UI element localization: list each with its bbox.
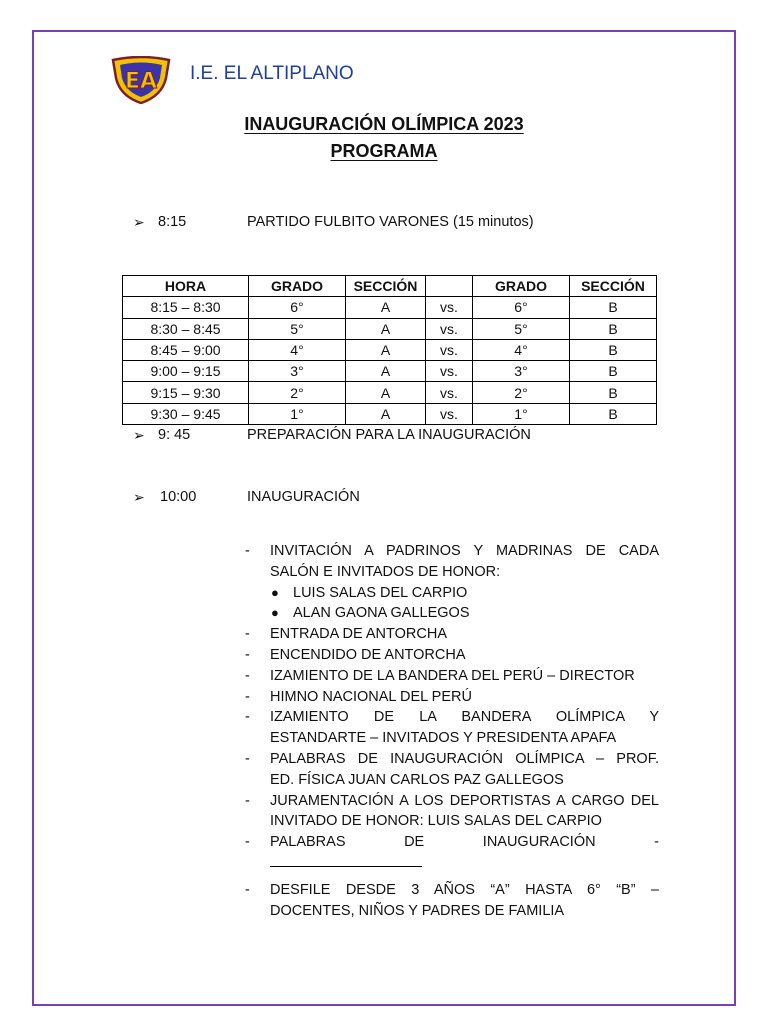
table-cell: 9:30 – 9:45	[123, 403, 249, 424]
table-cell: 8:45 – 9:00	[123, 339, 249, 360]
list-item	[245, 666, 659, 687]
school-name: I.E. EL ALTIPLANO	[190, 63, 354, 84]
table-cell: B	[570, 318, 657, 339]
list-item-text: INVITACIÓN A PADRINOS Y MADRINAS DE CADA	[270, 543, 659, 559]
table-cell: 6°	[249, 297, 346, 318]
table-cell: 3°	[473, 361, 570, 382]
table-header-cell: GRADO	[249, 276, 346, 297]
table-cell: 4°	[473, 339, 570, 360]
table-cell: 9:00 – 9:15	[123, 361, 249, 382]
list-item-text: HIMNO NACIONAL DEL PERÚ	[270, 688, 472, 705]
bullet-icon: ●	[271, 584, 279, 600]
table-row	[123, 403, 657, 424]
list-item-text: INVITADO DE HONOR: LUIS SALAS DEL CARPIO	[270, 813, 602, 830]
list-item	[245, 749, 659, 791]
table-header-cell: HORA	[123, 276, 249, 297]
table-cell: B	[570, 297, 657, 318]
list-item-text: DESFILE DESDE 3 AÑOS “A” HASTA 6° “B” –	[270, 881, 659, 898]
list-item	[245, 687, 659, 708]
table-header-row	[123, 276, 657, 297]
list-item	[245, 645, 659, 666]
list-item-text: ENCENDIDO DE ANTORCHA	[270, 646, 466, 663]
arrow-bullet-icon: ➢	[133, 427, 145, 443]
table-cell: vs.	[426, 361, 473, 382]
school-logo	[110, 56, 172, 104]
table-cell: 1°	[249, 403, 346, 424]
table-header-cell: SECCIÓN	[570, 276, 657, 297]
list-item	[245, 603, 659, 624]
table-cell: B	[570, 382, 657, 403]
blank-line	[270, 853, 422, 867]
list-item	[245, 832, 659, 874]
table-cell: 2°	[249, 382, 346, 403]
table-header-cell: GRADO	[473, 276, 570, 297]
list-item-text: LUIS SALAS DEL CARPIO	[293, 584, 468, 601]
list-item-text: ENTRADA DE ANTORCHA	[270, 626, 447, 643]
schedule-description: PARTIDO FULBITO VARONES (15 minutos)	[247, 214, 534, 230]
table-cell: 1°	[473, 403, 570, 424]
document-title: INAUGURACIÓN OLÍMPICA 2023	[244, 114, 524, 134]
table-cell: vs.	[426, 318, 473, 339]
table-cell: A	[346, 318, 426, 339]
table-row	[123, 361, 657, 382]
table-cell: A	[346, 361, 426, 382]
table-cell: B	[570, 403, 657, 424]
schedule-time: 9: 45	[158, 427, 191, 443]
list-item-text: SALÓN E INVITADOS DE HONOR:	[270, 563, 501, 580]
list-item-text: ESTANDARTE – INVITADOS Y PRESIDENTA APAFA	[270, 730, 617, 747]
table-cell: vs.	[426, 403, 473, 424]
table-header-cell: SECCIÓN	[346, 276, 426, 297]
dash-bullet: -	[245, 688, 250, 705]
dash-bullet: -	[245, 646, 250, 663]
table-cell: 9:15 – 9:30	[123, 382, 249, 403]
list-item	[245, 707, 659, 749]
list-item-text: PALABRAS DE INAUGURACIÓN -	[270, 834, 659, 851]
table-cell: 4°	[249, 339, 346, 360]
table-cell: B	[570, 361, 657, 382]
table-cell: 2°	[473, 382, 570, 403]
list-item-text: JURAMENTACIÓN A LOS DEPORTISTAS A CARGO DEL	[270, 792, 659, 809]
match-schedule-table	[122, 275, 657, 425]
dash-bullet: -	[245, 750, 250, 767]
table-cell: 5°	[473, 318, 570, 339]
list-item	[245, 624, 659, 645]
table-cell: 8:30 – 8:45	[123, 318, 249, 339]
table-row	[123, 297, 657, 318]
table-cell: A	[346, 403, 426, 424]
table-cell: A	[346, 382, 426, 403]
list-item-text: PALABRAS DE INAUGURACIÓN OLÍMPICA – PROF.	[270, 750, 659, 767]
table-cell: vs.	[426, 382, 473, 403]
table-cell: vs.	[426, 297, 473, 318]
dash-bullet: -	[245, 834, 250, 851]
list-item-text: ED. FÍSICA JUAN CARLOS PAZ GALLEGOS	[270, 771, 564, 788]
schedule-description: INAUGURACIÓN	[247, 489, 360, 505]
dash-bullet: -	[245, 626, 250, 643]
list-item	[245, 880, 659, 922]
table-cell: vs.	[426, 339, 473, 360]
ceremony-program-list	[245, 541, 659, 921]
table-cell: 8:15 – 8:30	[123, 297, 249, 318]
table-header-cell	[426, 276, 473, 297]
arrow-bullet-icon: ➢	[133, 214, 145, 230]
dash-bullet: -	[245, 709, 250, 726]
dash-bullet: -	[245, 543, 250, 559]
list-item	[245, 583, 659, 604]
arrow-bullet-icon: ➢	[133, 489, 145, 505]
list-item	[245, 791, 659, 833]
list-item	[245, 541, 659, 583]
dash-bullet: -	[245, 881, 250, 898]
school-logo-letters: EA	[124, 69, 158, 94]
table-row	[123, 318, 657, 339]
list-item-text: IZAMIENTO DE LA BANDERA OLÍMPICA Y	[270, 709, 659, 726]
table-row	[123, 339, 657, 360]
table-cell: 3°	[249, 361, 346, 382]
table-cell: B	[570, 339, 657, 360]
table-cell: 6°	[473, 297, 570, 318]
table-cell: A	[346, 297, 426, 318]
dash-bullet: -	[245, 667, 250, 684]
list-item-text: IZAMIENTO DE LA BANDERA DEL PERÚ – DIRECTOR	[270, 667, 635, 684]
schedule-time: 10:00	[160, 489, 197, 505]
table-cell: 5°	[249, 318, 346, 339]
dash-bullet: -	[245, 792, 250, 809]
document-subtitle: PROGRAMA	[330, 141, 438, 161]
table-row	[123, 382, 657, 403]
list-item-text: DOCENTES, NIÑOS Y PADRES DE FAMILIA	[270, 902, 565, 919]
table-cell: A	[346, 339, 426, 360]
list-item-text: ALAN GAONA GALLEGOS	[293, 605, 470, 622]
schedule-description: PREPARACIÓN PARA LA INAUGURACIÓN	[247, 427, 531, 443]
schedule-time: 8:15	[158, 214, 187, 230]
bullet-icon: ●	[271, 605, 279, 621]
